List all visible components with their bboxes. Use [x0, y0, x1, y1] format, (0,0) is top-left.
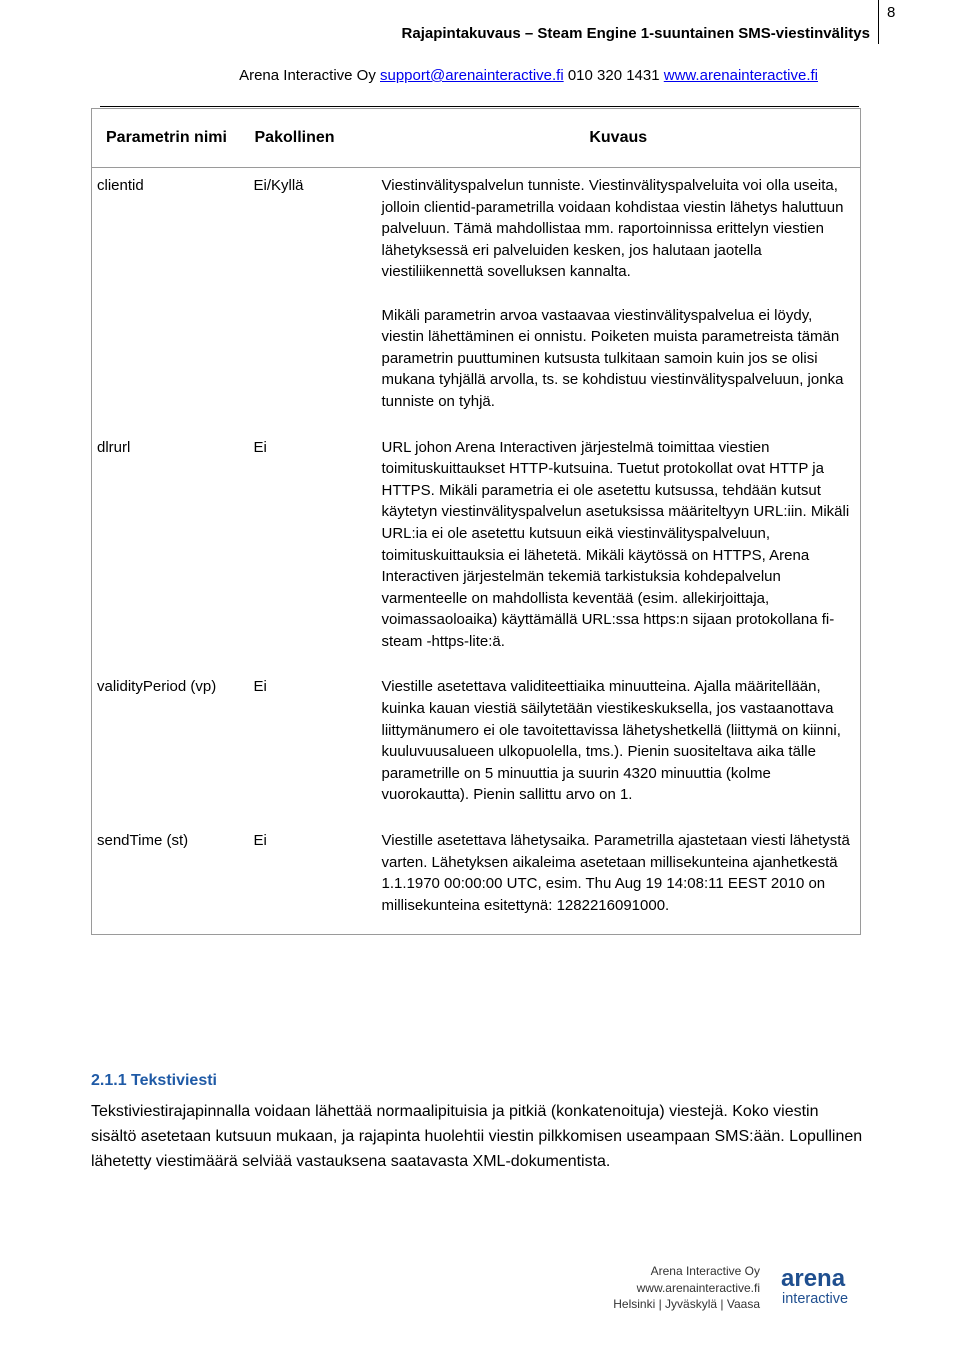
- table-header-row: [92, 109, 861, 168]
- param-name: validityPeriod (vp): [97, 678, 217, 696]
- header-divider: [100, 106, 859, 107]
- param-required: Ei: [253, 678, 267, 696]
- param-description: [377, 431, 861, 671]
- param-description: [377, 824, 861, 935]
- parameter-table: [91, 108, 861, 935]
- description-paragraph: URL johon Arena Interactiven järjestelmä toimittaa viestien toimituskuittaukset HTTP-kutsuina. Tuetut protokollat ovat HTTP ja HTTPS. Mikäli parametria ei ole asetettu kutsussa, tehdään kutsut käytetyn viestinvälityspalvelun asetuksissa määriteltyyn URL:iin. Mikäli URL:ia ei ole asetettu kutsuun eikä viestinvälityspalveluun, toimituskuittauksia ei lähetetä. Mikäli käytössä on HTTPS, Arena Interactiven järjestelmän tekemiä tarkistuksia kohdepalvelun varmenteelle on mahdollista keventää (esim. allekirjoittaja, voimassaoloaika) käyttämällä URL:ssa https:n sijaan protokollana fi-steam -https-lite:ä.: [381, 438, 850, 650]
- header-parameter-name: Parametrin nimi: [92, 109, 249, 168]
- table-row: [92, 670, 861, 824]
- website-link[interactable]: www.arenainteractive.fi: [663, 67, 818, 84]
- header-required: Pakollinen: [249, 109, 377, 168]
- description-paragraph: Viestinvälityspalvelun tunniste. Viestinvälityspalveluita voi olla useita, jolloin clientid-parametrilla voidaan kohdistaa viestin lähetys haluttuun palveluun. Tämä mahdollistaa mm. raportoinnissa erittelyn viestien lähetyksessä eri palveluiden kesken, jos halutaan jaotella viestiliikennettä sovelluksen kannalta.: [381, 177, 844, 281]
- footer-company-name: Arena Interactive Oy: [650, 1264, 760, 1278]
- header-contact-line: [239, 67, 818, 84]
- table-row: [92, 431, 861, 671]
- description-paragraph: Viestille asetettava lähetysaika. Parametrilla ajastetaan viesti lähetystä varten. Lähetyksen aikaleima asetetaan millisekunteina ajanhetkestä 1.1.1970 00:00:00 UTC, esim. Thu Aug 19 14:08:11 EEST 2010 on millisekunteina esitettynä: 1282216091000.: [381, 832, 850, 914]
- header-phone: 010 320 1431: [567, 67, 660, 84]
- document-title: Rajapintakuvaus – Steam Engine 1-suuntainen SMS-viestinvälitys: [401, 25, 870, 42]
- param-name: dlrurl: [97, 438, 131, 456]
- footer-locations: Helsinki | Jyväskylä | Vaasa: [613, 1297, 760, 1311]
- param-description: [377, 168, 861, 431]
- table-row: [92, 824, 861, 935]
- header-company: Arena Interactive Oy: [239, 67, 376, 84]
- footer-website: www.arenainteractive.fi: [636, 1280, 760, 1295]
- logo-word-interactive: interactive: [782, 1291, 849, 1307]
- page-number: 8: [878, 0, 960, 44]
- section-body: Tekstiviestirajapinnalla voidaan lähettää normaalipituisia ja pitkiä (konkatenoituja) viestejä. Koko viestin sisältö asetetaan kutsuun mukaan, ja rajapinta huolehtii viestin pilkkomisen useampaan SMS:ään. Lopullinen lähetetty viestimäärä selviää vastauksena saatavasta XML-dokumentista.: [91, 1103, 863, 1170]
- param-name: clientid: [97, 177, 144, 194]
- param-required: Ei: [253, 438, 267, 456]
- param-name: sendTime (st): [97, 832, 189, 850]
- footer-location: Vaasa: [726, 1297, 760, 1311]
- support-email-link[interactable]: support@arenainteractive.fi: [380, 67, 564, 84]
- header-description: Kuvaus: [377, 109, 861, 168]
- section-heading: 2.1.1 Tekstiviesti: [91, 1072, 217, 1089]
- logo-word-arena: arena: [781, 1265, 846, 1292]
- footer-company-block: [610, 1263, 760, 1313]
- arena-interactive-logo: [780, 1264, 862, 1308]
- param-description: [377, 670, 861, 824]
- param-required: Ei: [253, 832, 267, 850]
- description-paragraph: Viestille asetettava validiteettiaika minuutteina. Ajalla määritellään, kuinka kauan viestiä säilytetään viestikeskuksella, jos vastaanottava liittymänumero ei ole tavoitettavissa lähetyshetkellä (liittymä on kiinni, kuuluvuusalueen ulkopuolella, tms.). Pienin suositeltava aika tälle parametrille on 5 minuuttia ja suurin 4320 minuuttia (kolme vuorokautta). Pienin sallittu arvo on 1.: [381, 678, 841, 804]
- param-required: Ei/Kyllä: [253, 177, 304, 194]
- footer-location: Helsinki: [613, 1297, 656, 1311]
- footer-location: Jyväskylä: [665, 1297, 718, 1311]
- table-row: [92, 168, 861, 431]
- description-paragraph: Mikäli parametrin arvoa vastaavaa viestinvälityspalvelua ei löydy, viestin lähettäminen ei onnistu. Poiketen muista parametreista tämän parametrin puuttuminen kutsusta tulkitaan samoin kuin jos se olisi mukana tyhjällä arvolla, ts. se kohdistuu viestinvälityspalveluun, jonka tunniste on tyhjä.: [381, 306, 844, 410]
